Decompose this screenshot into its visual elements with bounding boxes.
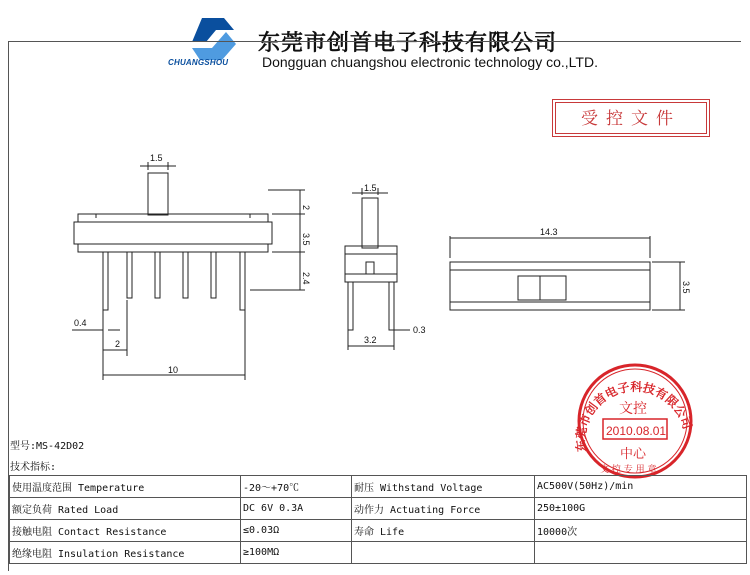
- spec-label: 额定负荷 Rated Load: [10, 498, 241, 520]
- controlled-document-stamp: 受控文件: [581, 109, 681, 129]
- spec-label: 寿命 Life: [352, 520, 535, 542]
- model-number: 型号:MS-42D02: [10, 441, 85, 452]
- table-row: [10, 520, 747, 542]
- spec-label: 耐压 Withstand Voltage: [352, 476, 535, 498]
- top-body: [450, 262, 650, 310]
- spec-table: [9, 475, 747, 564]
- top-slider: [518, 276, 566, 300]
- spec-value: [535, 542, 747, 564]
- dim-front-len: 10: [168, 365, 179, 375]
- spec-value: 10000次: [535, 520, 747, 542]
- brand-name: CHUANGSHOU: [168, 58, 229, 67]
- spec-label: [352, 542, 535, 564]
- dim-front-h-bot: 2.4: [301, 272, 311, 285]
- round-stamp-ring-text: 东莞市创首电子科技有限公司: [573, 379, 695, 453]
- table-row: [10, 498, 747, 520]
- spec-value: 250±100G: [535, 498, 747, 520]
- side-body: [345, 246, 397, 282]
- spec-value: DC 6V 0.3A: [241, 498, 352, 520]
- dim-side-pin-thk: 0.3: [413, 325, 426, 335]
- round-stamp-footer: 文 控 专 用 章: [600, 465, 657, 475]
- spec-label: 动作力 Actuating Force: [352, 498, 535, 520]
- round-stamp-date: 2010.08.01: [606, 424, 667, 438]
- spec-value: ≤0.03Ω: [241, 520, 352, 542]
- dim-front-pitch: 2: [115, 339, 121, 349]
- table-row: [10, 476, 747, 498]
- spec-value: ≥100MΩ: [241, 542, 352, 564]
- dim-front-pin-w: 1.5: [150, 153, 163, 163]
- dim-top-len: 14.3: [540, 227, 558, 237]
- company-name-cn: 东莞市创首电子科技有限公司: [258, 31, 558, 56]
- spec-value: -20～+70℃: [241, 476, 352, 498]
- tech-specs-title: 技术指标:: [10, 462, 57, 473]
- dim-front-h-top: 2: [301, 205, 311, 211]
- spec-label: 绝缘电阻 Insulation Resistance: [10, 542, 241, 564]
- front-actuator: [148, 173, 168, 215]
- side-view: [345, 188, 410, 350]
- dim-side-pin-w: 1.5: [364, 183, 377, 193]
- front-pins: [103, 252, 245, 310]
- round-stamp-bottom: 中心: [620, 447, 647, 462]
- side-actuator: [362, 198, 378, 248]
- front-body: [74, 214, 272, 252]
- dim-top-w: 3.5: [681, 281, 691, 294]
- dim-side-pitch: 3.2: [364, 335, 377, 345]
- front-view: [72, 162, 305, 380]
- company-name-en: Dongguan chuangshou electronic technology co.,LTD.: [262, 54, 598, 70]
- round-stamp-top: 文控: [619, 401, 647, 417]
- spec-label: 使用温度范围 Temperature: [10, 476, 241, 498]
- top-view: [450, 236, 685, 310]
- dim-front-h-mid: 3.5: [301, 233, 311, 246]
- dim-front-pin-thk: 0.4: [74, 318, 87, 328]
- spec-label: 接触电阻 Contact Resistance: [10, 520, 241, 542]
- spec-value: AC500V(50Hz)/min: [535, 476, 747, 498]
- table-row: [10, 542, 747, 564]
